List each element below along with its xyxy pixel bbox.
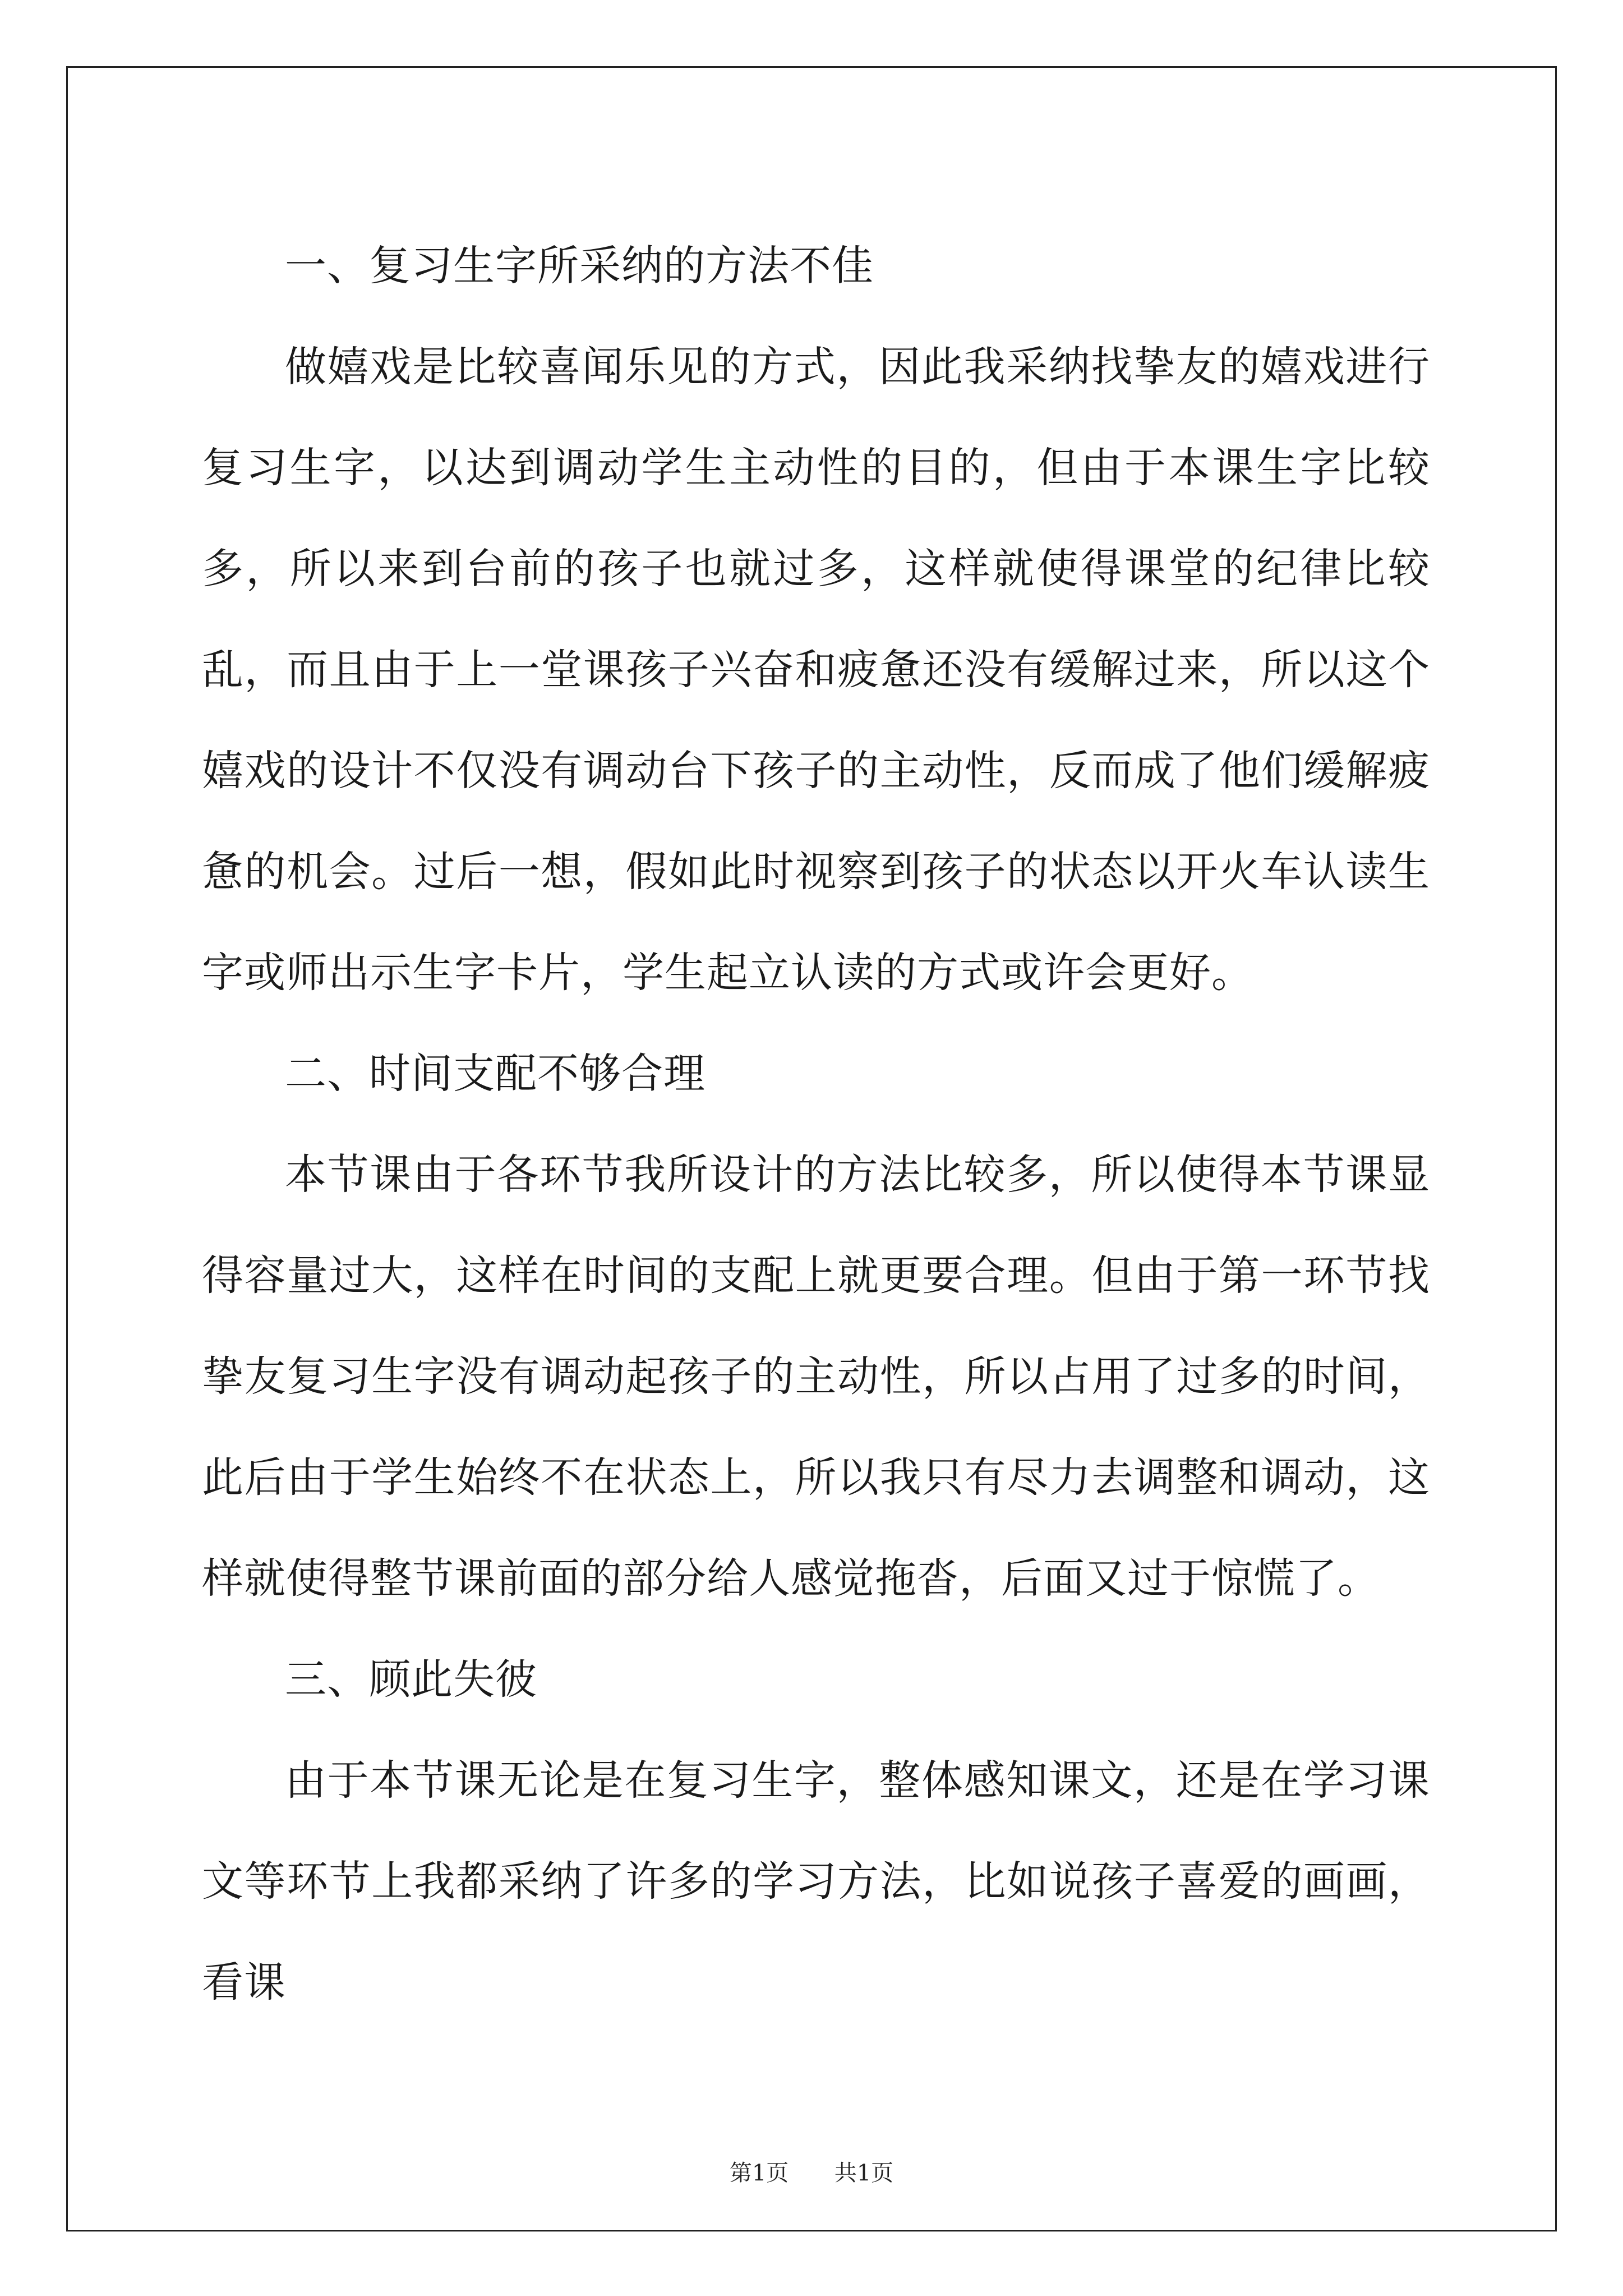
- document-body: [202, 215, 1430, 2033]
- heading-3: 三、顾此失彼: [285, 1655, 537, 1704]
- paragraph-3: 由于本节课无论是在复习生字，整体感知课文，还是在学习课文等环节上我都采纳了许多的学习方法，比如说孩子喜爱的画画，看课: [202, 1756, 1430, 2007]
- heading-1: 一、复习生字所采纳的方法不佳: [285, 242, 874, 290]
- page-number: 第1页: [729, 2160, 789, 2186]
- heading-2: 二、时间支配不够合理: [285, 1050, 706, 1098]
- page-total: 共1页: [834, 2160, 894, 2186]
- paragraph-1: 做嬉戏是比较喜闻乐见的方式，因此我采纳找挚友的嬉戏进行复习生字，以达到调动学生主动性的目的，但由于本课生字比较多，所以来到台前的孩子也就过多，这样就使得课堂的纪律比较乱，而且由于上一堂课孩子兴奋和疲惫还没有缓解过来，所以这个嬉戏的设计不仅没有调动台下孩子的主动性，反而成了他们缓解疲惫的机会。过后一想，假如此时视察到孩子的状态以开火车认读生字或师出示生字卡片，学生起立认读的方式或许会更好。: [202, 343, 1430, 997]
- paragraph-2: 本节课由于各环节我所设计的方法比较多，所以使得本节课显得容量过大，这样在时间的支配上就更要合理。但由于第一环节找挚友复习生字没有调动起孩子的主动性，所以占用了过多的时间，此后由于学生始终不在状态上，所以我只有尽力去调整和调动，这样就使得整节课前面的部分给人感觉拖沓，后面又过于惊慌了。: [202, 1151, 1430, 1603]
- page-footer: [0, 2155, 1623, 2187]
